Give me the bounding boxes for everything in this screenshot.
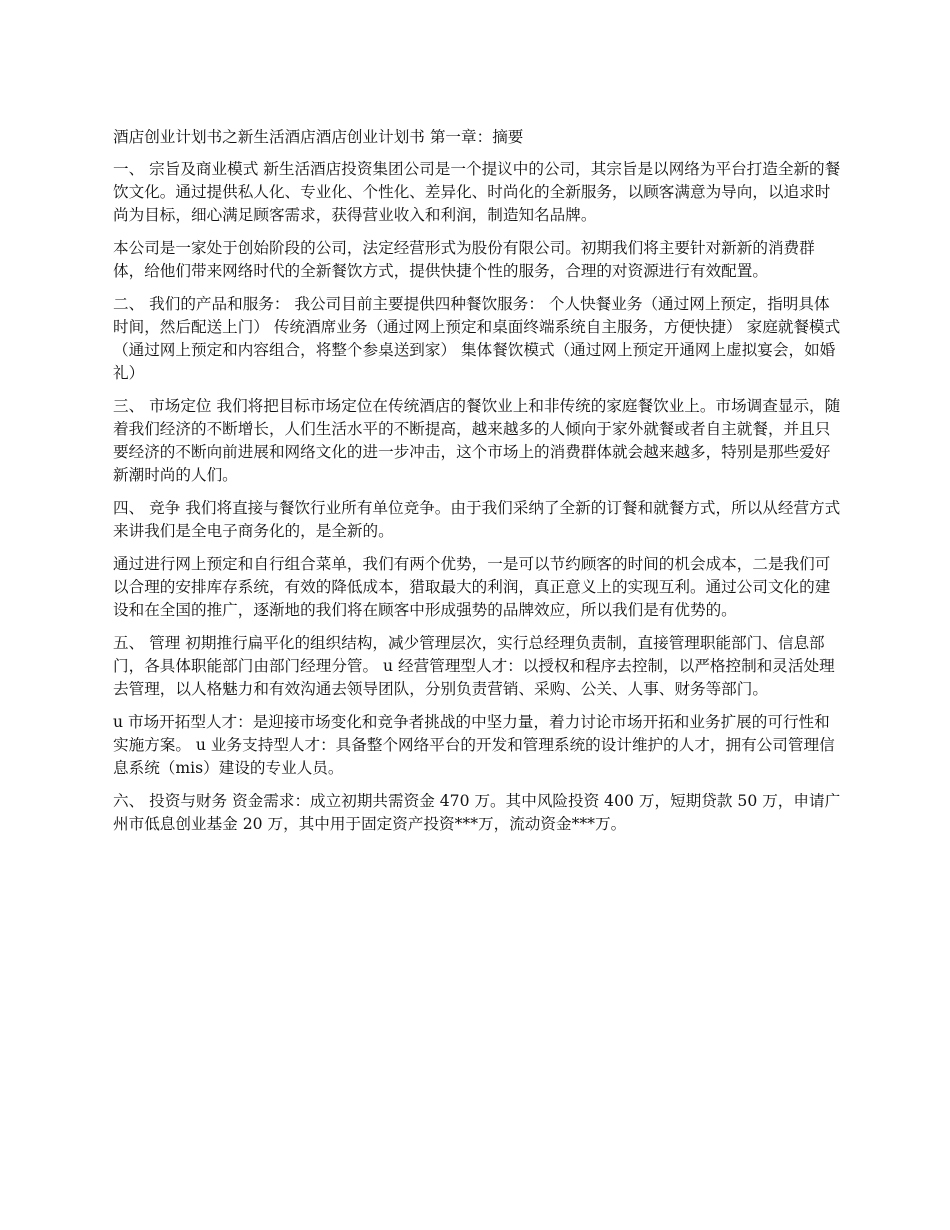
document-page [113, 126, 841, 846]
paragraph-advantages: 通过进行网上预定和自行组合菜单，我们有两个优势，一是可以节约顾客的时间的机会成本，二是我们可以合理的安排库存系统，有效的降低成本，猎取最大的利润，真正意义上的实现互利。通过公司文化的建设和在全国的推广，逐渐地的我们将在顾客中形成强势的品牌效应，所以我们是有优势的。 [113, 555, 831, 619]
paragraph-market-positioning: 三、 市场定位 我们将把目标市场定位在传统酒店的餐饮业上和非传统的家庭餐饮业上。市场调查显示，随着我们经济的不断增长，人们生活水平的不断提高，越来越多的人倾向于家外就餐或者自主就餐，并且只要经济的不断向前进展和网络文化的进一步冲击，这个市场上的消费群体就会越来越多，特别是那些爱好新潮时尚的人们。 [113, 397, 841, 484]
paragraph-competition: 四、 竞争 我们将直接与餐饮行业所有单位竞争。由于我们采纳了全新的订餐和就餐方式，所以从经营方式来讲我们是全电子商务化的，是全新的。 [113, 499, 841, 540]
paragraph-management: 五、 管理 初期推行扁平化的组织结构，减少管理层次，实行总经理负责制，直接管理职能部门、信息部门，各具体职能部门由部门经理分管。 u 经营管理型人才：以授权和程序去控制，以严格控制和灵活处理去管理，以人格魅力和有效沟通去领导团队，分别负责营销、采购、公关、人事、财务等部门。 [113, 634, 835, 698]
paragraph-company-overview: 本公司是一家处于创始阶段的公司，法定经营形式为股份有限公司。初期我们将主要针对新新的消费群体，给他们带来网络时代的全新餐饮方式，提供快捷个性的服务，合理的对资源进行有效配置。 [113, 239, 815, 280]
paragraph-products-services: 二、 我们的产品和服务： 我公司目前主要提供四种餐饮服务： 个人快餐业务（通过网上预定，指明具体时间，然后配送上门） 传统酒席业务（通过网上预定和桌面终端系统自主服务，方便快捷） 家庭就餐模式（通过网上预定和内容组合，将整个参桌送到家） 集体餐饮模式（通过网上预定开通网上虚拟宴会，如婚礼） [113, 295, 841, 382]
paragraph-talent: u 市场开拓型人才：是迎接市场变化和竞争者挑战的中坚力量，着力讨论市场开拓和业务扩展的可行性和实施方案。 u 业务支持型人才：具备整个网络平台的开发和管理系统的设计维护的人才，拥有公司管理信息系统（mis）建设的专业人员。 [113, 713, 835, 777]
document-title: 酒店创业计划书之新生活酒店酒店创业计划书 第一章：摘要 [113, 128, 524, 146]
paragraph-investment-finance: 六、 投资与财务 资金需求：成立初期共需资金 470 万。其中风险投资 400 万，短期贷款 50 万，申请广州市低息创业基金 20 万，其中用于固定资产投资***万，流动资金***万。 [113, 792, 841, 833]
paragraph-mission-business-model: 一、 宗旨及商业模式 新生活酒店投资集团公司是一个提议中的公司，其宗旨是以网络为平台打造全新的餐饮文化。通过提供私人化、专业化、个性化、差异化、时尚化的全新服务，以顾客满意为导向，以追求时尚为目标，细心满足顾客需求，获得营业收入和利润，制造知名品牌。 [113, 160, 841, 224]
